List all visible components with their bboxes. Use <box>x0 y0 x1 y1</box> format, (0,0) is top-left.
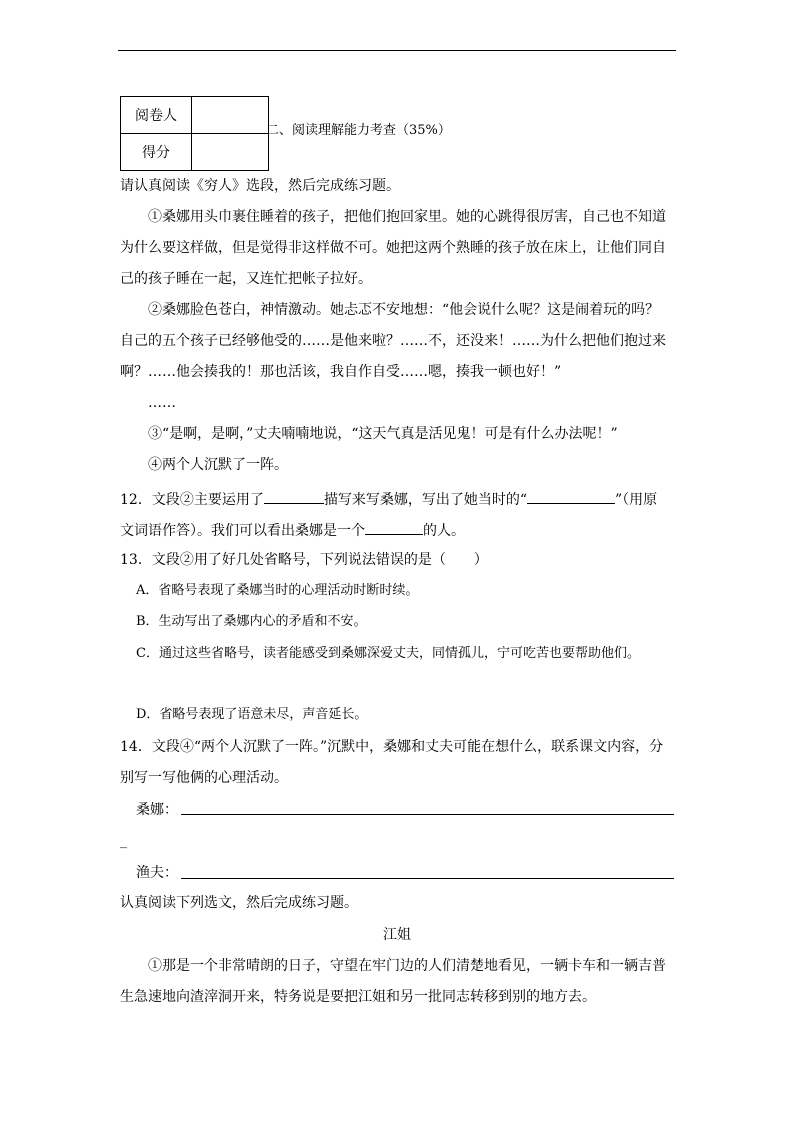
fisherman-label: 渔夫： <box>136 865 178 881</box>
passage1-line: ①桑娜用头巾裹住睡着的孩子，把他们抱回家里。她的心跳得很厉害，自己也不知道 <box>148 209 666 225</box>
sangna-answer-line[interactable] <box>181 814 674 815</box>
question-14-stem: 别写一写他俩的心理活动。 <box>120 770 288 786</box>
passage1-line: ②桑娜脸色苍白，神情激动。她忐忑不安地想：“他会说什么呢？这是闹着玩的吗？ <box>148 302 660 318</box>
q13-option-d[interactable]: D．省略号表现了语意未尽，声音延长。 <box>136 707 368 722</box>
fisherman-answer-line[interactable] <box>181 878 674 879</box>
score-table <box>120 96 269 171</box>
passage1-line: 啊？……他会揍我的！那也活该，我自作自受……嗯，揍我一顿也好！” <box>120 364 562 380</box>
q13-option-c[interactable]: C．通过这些省略号，读者能感受到桑娜深爱丈夫，同情孤儿，宁可吃苦也要帮助他们。 <box>136 646 640 661</box>
q12-blank-2[interactable] <box>527 489 615 504</box>
q13-option-b[interactable]: B．生动写出了桑娜内心的矛盾和不安。 <box>136 614 367 629</box>
section-title: 二、阅读理解能力考查（35%） <box>266 123 451 138</box>
q12-text: 描写来写桑娜，写出了她当时的“ <box>323 492 527 508</box>
passage1-line: ④两个人沉默了一阵。 <box>148 457 288 473</box>
question-12-line1 <box>120 489 657 509</box>
passage1-ellipsis: …… <box>148 395 176 411</box>
header-rule <box>118 50 676 51</box>
q12-text: 的人。 <box>423 523 465 539</box>
q12-text: 12．文段②主要运用了 <box>120 492 264 508</box>
passage1-line: 自己的五个孩子已经够他受的……是他来啦？……不，还没来！……为什么把他们抱过来 <box>120 333 666 349</box>
reviewer-label: 阅卷人 <box>121 97 192 134</box>
passage2-title: 江姐 <box>383 927 411 943</box>
reviewer-cell[interactable] <box>192 97 269 134</box>
question-12-line2 <box>120 520 465 540</box>
score-cell[interactable] <box>192 134 269 171</box>
passage2-line: 生急速地向渣滓洞开来，特务说是要把江姐和另一批同志转移到别的地方去。 <box>120 989 596 1005</box>
passage1-line: 己的孩子睡在一起，又连忙把帐子拉好。 <box>120 271 372 287</box>
passage1-line: 为什么要这样做，但是觉得非这样做不可。她把这两个熟睡的孩子放在床上，让他们同自 <box>120 240 666 256</box>
q12-blank-1[interactable] <box>264 489 324 504</box>
question-13-stem: 13．文段②用了好几处省略号，下列说法错误的是（ ） <box>120 552 488 568</box>
sangna-label: 桑娜： <box>136 802 178 818</box>
question-14-stem: 14．文段④“两个人沉默了一阵。”沉默中，桑娜和丈夫可能在想什么，联系课文内容，分 <box>120 739 664 755</box>
q12-text: 文词语作答）。我们可以看出桑娜是一个 <box>120 523 365 539</box>
overflow-mark: _ <box>120 833 127 849</box>
q12-blank-3[interactable] <box>365 520 423 535</box>
passage2-line: ①那是一个非常晴朗的日子，守望在牢门边的人们清楚地看见，一辆卡车和一辆吉普 <box>148 958 666 974</box>
q13-option-a[interactable]: A．省略号表现了桑娜当时的心理活动时断时续。 <box>136 583 419 598</box>
passage1-line: ③“是啊，是啊，”丈夫喃喃地说，“这天气真是活见鬼！可是有什么办法呢！” <box>148 426 618 442</box>
q12-text: ”（用原 <box>615 492 658 508</box>
passage2-intro: 认真阅读下列选文，然后完成练习题。 <box>120 895 358 911</box>
passage1-intro: 请认真阅读《穷人》选段，然后完成练习题。 <box>120 178 400 194</box>
score-label: 得分 <box>121 134 192 171</box>
